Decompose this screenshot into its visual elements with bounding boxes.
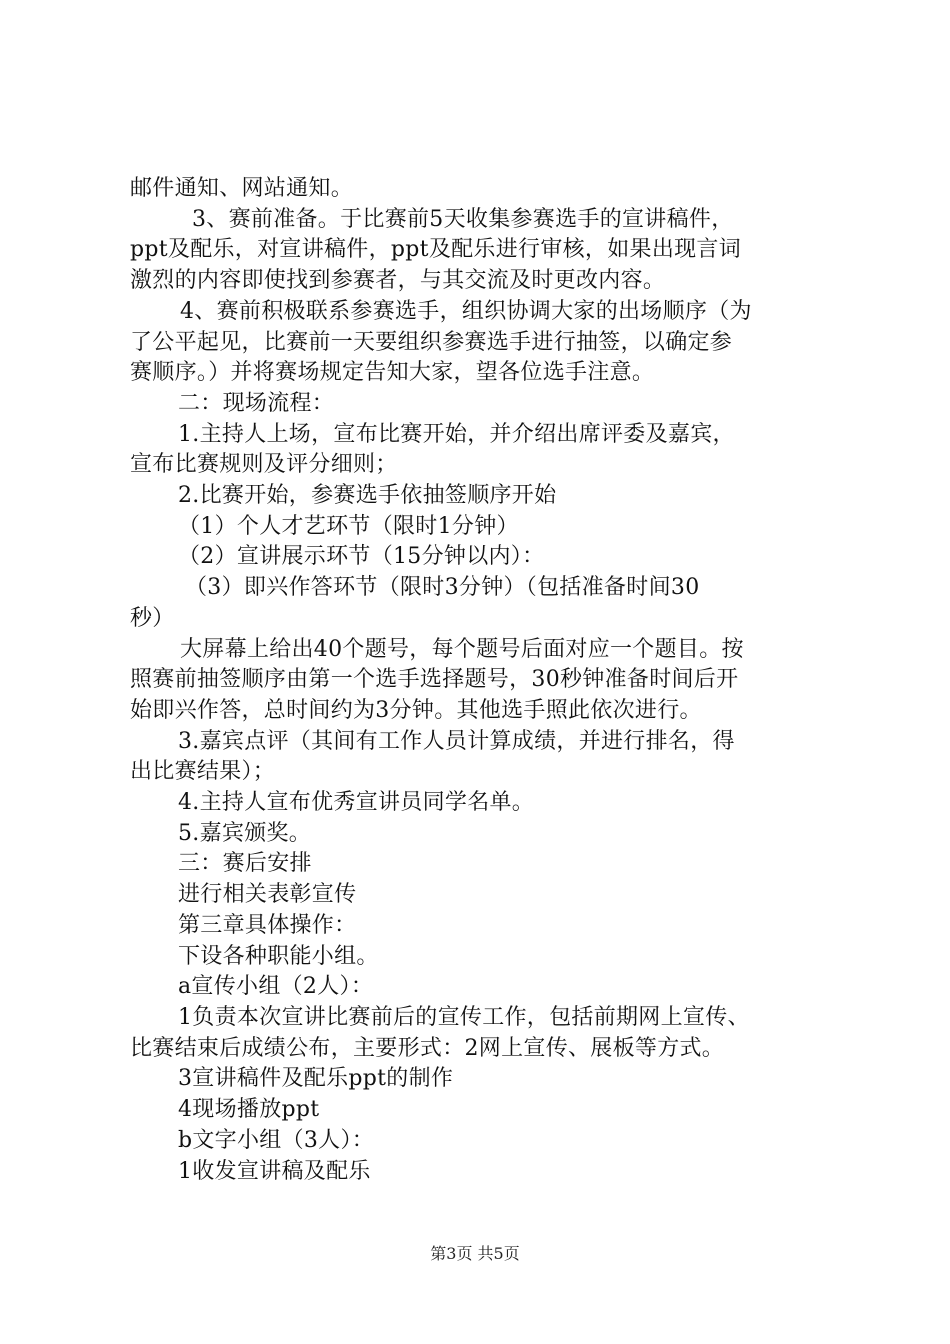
text-line: 3.嘉宾点评（其间有工作人员计算成绩，并进行排名，得 <box>178 728 735 754</box>
text-line: 5.嘉宾颁奖。 <box>178 820 312 846</box>
text-line: （1）个人才艺环节（限时1分钟） <box>178 513 519 539</box>
text-line: 3宣讲稿件及配乐ppt的制作 <box>178 1066 454 1092</box>
text-line: 4现场播放ppt <box>178 1097 320 1123</box>
text-line: 了公平起见，比赛前一天要组织参赛选手进行抽签，以确定参 <box>130 329 733 355</box>
text-line: 进行相关表彰宣传 <box>178 882 357 908</box>
text-line: 4、赛前积极联系参赛选手，组织协调大家的出场顺序（为 <box>180 298 752 324</box>
text-line: 秒） <box>130 605 175 631</box>
text-line: 1收发宣讲稿及配乐 <box>178 1158 371 1184</box>
text-line: 大屏幕上给出40个题号，每个题号后面对应一个题目。按 <box>180 636 744 662</box>
text-line: （3）即兴作答环节（限时3分钟）（包括准备时间30 <box>185 575 700 601</box>
text-line: 1负责本次宣讲比赛前后的宣传工作，包括前期网上宣传、 <box>178 1004 750 1030</box>
page-number-footer: 第3页 共5页 <box>430 1244 520 1263</box>
text-line: 赛顺序。）并将赛场规定告知大家，望各位选手注意。 <box>130 360 655 386</box>
chapter-heading: 第三章具体操作： <box>178 912 357 938</box>
text-line: 3、赛前准备。于比赛前5天收集参赛选手的宣讲稿件， <box>192 206 734 232</box>
text-line: 下设各种职能小组。 <box>178 943 379 969</box>
document-body <box>130 174 850 1187</box>
section-heading: 二：现场流程： <box>178 390 335 416</box>
text-line: 宣布比赛规则及评分细则； <box>130 452 398 478</box>
text-line: 2.比赛开始，参赛选手依抽签顺序开始 <box>178 483 557 509</box>
text-line: 始即兴作答，总时间约为3分钟。其他选手照此依次进行。 <box>130 697 702 723</box>
text-line: a宣传小组（2人）： <box>178 974 374 1000</box>
text-line: 出比赛结果）； <box>130 759 276 785</box>
text-line: 1.主持人上场，宣布比赛开始，并介绍出席评委及嘉宾， <box>178 421 735 447</box>
text-line: （2）宣讲展示环节（15分钟以内）： <box>178 544 545 570</box>
text-line: 邮件通知、网站通知。 <box>130 176 354 201</box>
text-line: 4.主持人宣布优秀宣讲员同学名单。 <box>178 790 535 816</box>
text-line: 激烈的内容即使找到参赛者，与其交流及时更改内容。 <box>130 268 666 294</box>
text-line: ppt及配乐，对宣讲稿件，ppt及配乐进行审核，如果出现言词 <box>130 237 742 263</box>
text-line: 比赛结束后成绩公布，主要形式：2网上宣传、展板等方式。 <box>130 1035 725 1061</box>
text-line: b文字小组（3人）： <box>178 1127 375 1153</box>
text-line: 照赛前抽签顺序由第一个选手选择题号，30秒钟准备时间后开 <box>130 667 739 693</box>
section-heading: 三：赛后安排 <box>178 851 312 877</box>
